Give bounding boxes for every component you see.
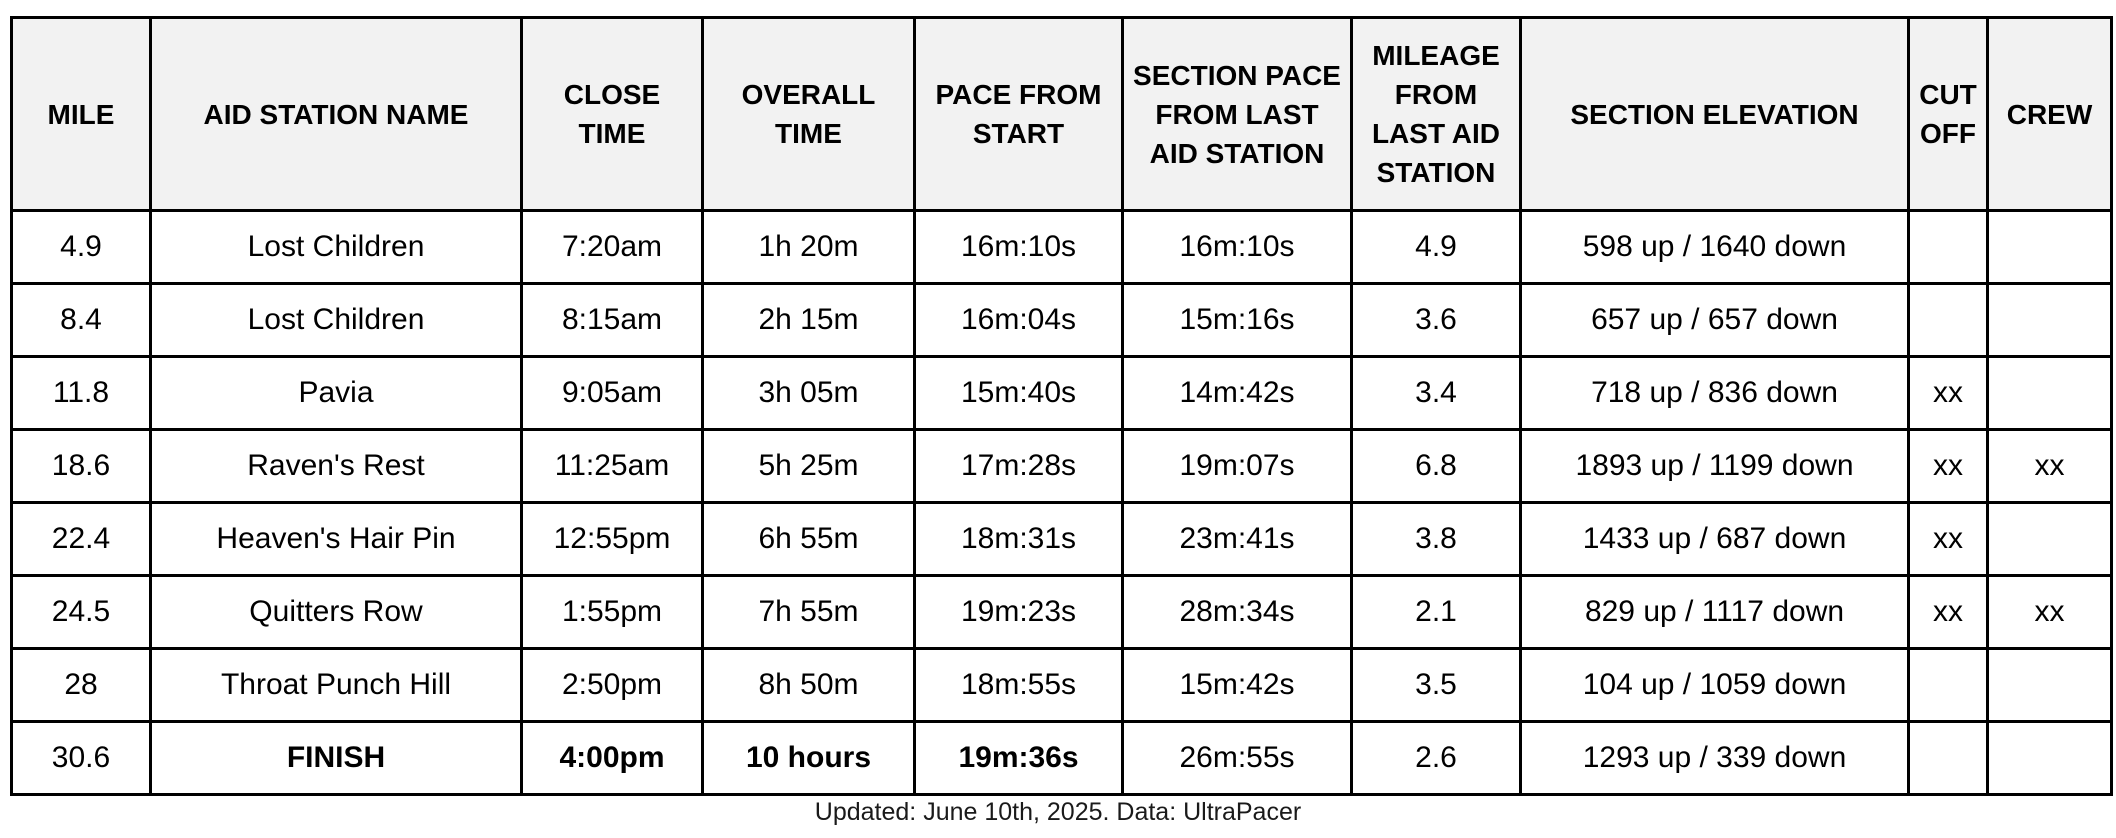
cell-close-time: 1:55pm (522, 576, 703, 649)
cell-mileage-from-last: 3.5 (1352, 649, 1521, 722)
header-crew: CREW (1988, 18, 2112, 211)
cell-overall-time: 3h 05m (703, 357, 915, 430)
cell-pace-from-start: 19m:23s (915, 576, 1123, 649)
cell-aid-station-name: Raven's Rest (151, 430, 522, 503)
cell-mile: 4.9 (12, 211, 151, 284)
cell-mileage-from-last: 3.6 (1352, 284, 1521, 357)
cell-section-pace: 15m:42s (1123, 649, 1352, 722)
cell-close-time: 8:15am (522, 284, 703, 357)
header-section-pace: SECTION PACE FROM LAST AID STATION (1123, 18, 1352, 211)
cell-mileage-from-last: 6.8 (1352, 430, 1521, 503)
table-row (12, 649, 2112, 722)
cell-close-time: 7:20am (522, 211, 703, 284)
cell-mileage-from-last: 3.8 (1352, 503, 1521, 576)
cell-cut-off (1909, 649, 1988, 722)
cell-overall-time: 1h 20m (703, 211, 915, 284)
cell-cut-off: xx (1909, 430, 1988, 503)
cell-cut-off: xx (1909, 357, 1988, 430)
table-row (12, 503, 2112, 576)
cell-pace-from-start: 19m:36s (915, 722, 1123, 795)
cell-crew (1988, 649, 2112, 722)
cell-mile: 24.5 (12, 576, 151, 649)
header-mile: MILE (12, 18, 151, 211)
cell-mile: 18.6 (12, 430, 151, 503)
footer-note: Updated: June 10th, 2025. Data: UltraPacer (814, 798, 1302, 826)
cell-mile: 28 (12, 649, 151, 722)
cell-cut-off: xx (1909, 503, 1988, 576)
cell-aid-station-name: FINISH (151, 722, 522, 795)
cell-close-time: 4:00pm (522, 722, 703, 795)
cell-aid-station-name: Lost Children (151, 284, 522, 357)
cell-aid-station-name: Lost Children (151, 211, 522, 284)
cell-cut-off: xx (1909, 576, 1988, 649)
cell-overall-time: 5h 25m (703, 430, 915, 503)
cell-close-time: 11:25am (522, 430, 703, 503)
cell-mile: 30.6 (12, 722, 151, 795)
cell-overall-time: 6h 55m (703, 503, 915, 576)
header-row (12, 18, 2112, 211)
cell-crew (1988, 503, 2112, 576)
header-close-time: CLOSE TIME (522, 18, 703, 211)
cell-pace-from-start: 18m:31s (915, 503, 1123, 576)
header-mileage-from-last: MILEAGE FROM LAST AID STATION (1352, 18, 1521, 211)
cell-section-elevation: 718 up / 836 down (1521, 357, 1909, 430)
cell-section-pace: 23m:41s (1123, 503, 1352, 576)
cell-section-elevation: 1893 up / 1199 down (1521, 430, 1909, 503)
cell-crew: xx (1988, 430, 2112, 503)
cell-section-elevation: 1293 up / 339 down (1521, 722, 1909, 795)
cell-pace-from-start: 18m:55s (915, 649, 1123, 722)
cell-section-pace: 14m:42s (1123, 357, 1352, 430)
header-section-elevation: SECTION ELEVATION (1521, 18, 1909, 211)
cell-crew (1988, 284, 2112, 357)
cell-mileage-from-last: 4.9 (1352, 211, 1521, 284)
cell-overall-time: 8h 50m (703, 649, 915, 722)
cell-close-time: 9:05am (522, 357, 703, 430)
cell-section-elevation: 598 up / 1640 down (1521, 211, 1909, 284)
cell-overall-time: 7h 55m (703, 576, 915, 649)
cell-pace-from-start: 17m:28s (915, 430, 1123, 503)
header-aid-station-name: AID STATION NAME (151, 18, 522, 211)
cell-pace-from-start: 16m:10s (915, 211, 1123, 284)
header-cut-off: CUT OFF (1909, 18, 1988, 211)
cell-section-pace: 26m:55s (1123, 722, 1352, 795)
cell-crew (1988, 722, 2112, 795)
cell-section-pace: 16m:10s (1123, 211, 1352, 284)
aid-station-table-wrapper (10, 16, 2110, 796)
cell-overall-time: 10 hours (703, 722, 915, 795)
cell-section-elevation: 657 up / 657 down (1521, 284, 1909, 357)
cell-mileage-from-last: 2.6 (1352, 722, 1521, 795)
cell-section-elevation: 1433 up / 687 down (1521, 503, 1909, 576)
cell-section-elevation: 104 up / 1059 down (1521, 649, 1909, 722)
header-pace-from-start: PACE FROM START (915, 18, 1123, 211)
cell-crew: xx (1988, 576, 2112, 649)
cell-section-pace: 28m:34s (1123, 576, 1352, 649)
table-row (12, 284, 2112, 357)
aid-station-table (10, 16, 2113, 796)
cell-aid-station-name: Throat Punch Hill (151, 649, 522, 722)
table-row (12, 430, 2112, 503)
cell-pace-from-start: 16m:04s (915, 284, 1123, 357)
cell-cut-off (1909, 211, 1988, 284)
cell-overall-time: 2h 15m (703, 284, 915, 357)
cell-aid-station-name: Quitters Row (151, 576, 522, 649)
table-row (12, 576, 2112, 649)
header-overall-time: OVERALL TIME (703, 18, 915, 211)
cell-crew (1988, 211, 2112, 284)
cell-mile: 8.4 (12, 284, 151, 357)
finish-row (12, 722, 2112, 795)
cell-section-pace: 15m:16s (1123, 284, 1352, 357)
cell-mile: 11.8 (12, 357, 151, 430)
cell-cut-off (1909, 284, 1988, 357)
cell-mileage-from-last: 3.4 (1352, 357, 1521, 430)
cell-mile: 22.4 (12, 503, 151, 576)
cell-cut-off (1909, 722, 1988, 795)
cell-section-elevation: 829 up / 1117 down (1521, 576, 1909, 649)
table-row (12, 211, 2112, 284)
cell-aid-station-name: Pavia (151, 357, 522, 430)
cell-aid-station-name: Heaven's Hair Pin (151, 503, 522, 576)
cell-crew (1988, 357, 2112, 430)
cell-pace-from-start: 15m:40s (915, 357, 1123, 430)
cell-mileage-from-last: 2.1 (1352, 576, 1521, 649)
cell-close-time: 2:50pm (522, 649, 703, 722)
cell-close-time: 12:55pm (522, 503, 703, 576)
cell-section-pace: 19m:07s (1123, 430, 1352, 503)
table-row (12, 357, 2112, 430)
